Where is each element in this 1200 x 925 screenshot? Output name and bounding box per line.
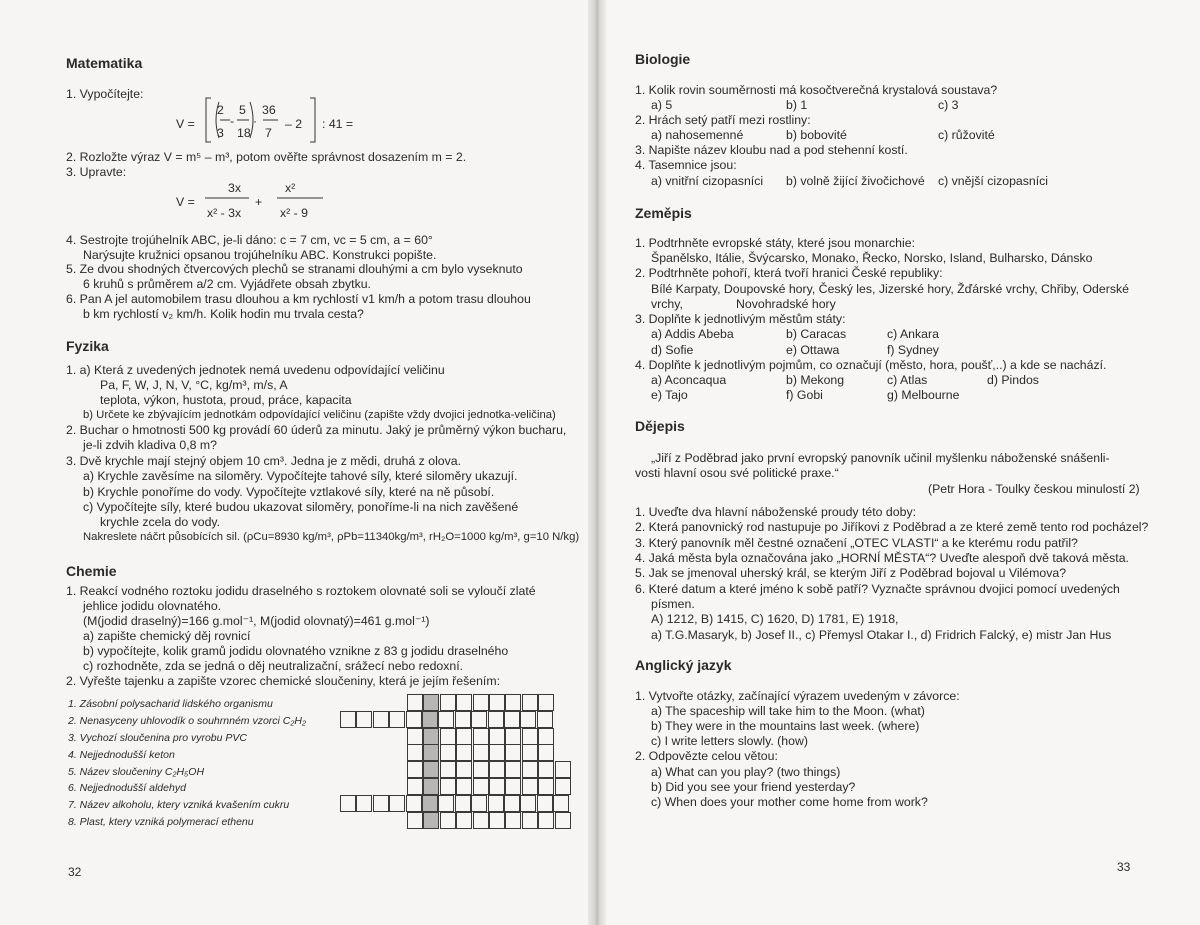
- crossword-cell[interactable]: [407, 694, 423, 711]
- geography-r1b: b) Caracas: [786, 327, 847, 341]
- math-q3-prefix: V =: [176, 195, 195, 209]
- math-q3-f2-den: x² - 9: [280, 206, 309, 220]
- geography-r4b: f) Gobi: [786, 388, 823, 402]
- biology-q3: 3. Napište název kloubu nad a pod stehenní kostí.: [635, 143, 908, 157]
- book-spine: [588, 0, 606, 925]
- geography-l1: 1. Podtrhněte evropské státy, které jsou monarchie:: [635, 236, 916, 250]
- crossword-cell[interactable]: [423, 812, 439, 829]
- crossword-cell[interactable]: [553, 795, 569, 812]
- crossword-cell[interactable]: [473, 728, 489, 745]
- math-q1-f3-num: 36: [262, 103, 276, 117]
- crossword-cell[interactable]: [455, 795, 471, 812]
- crossword-cell[interactable]: [456, 728, 472, 745]
- page-number-left: 32: [68, 865, 82, 879]
- crossword-cell[interactable]: [473, 744, 489, 761]
- crossword-cell[interactable]: [555, 778, 571, 795]
- chemistry-l7: 2. Vyřešte tajenku a zapište vzorec chemické sloučeniny, která je jejím řešením:: [66, 674, 500, 688]
- chemistry-l3: (M(jodid draselný)=166 g.mol⁻¹, M(jodid olovnatý)=461 g.mol⁻¹): [83, 614, 430, 628]
- chemistry-l1: 1. Reakcí vodného roztoku jodidu draselného s roztokem olovnaté soli se vyloučí zlaté: [66, 584, 536, 598]
- physics-l10: c) Vypočítejte síly, které budou ukazovat siloměry, ponoříme-li na nich zavěšené: [83, 500, 519, 514]
- crossword-cell[interactable]: [522, 728, 538, 745]
- geography-l2: Španělsko, Itálie, Švýcarsko, Monako, Řecko, Norsko, Island, Bulharsko, Dánsko: [651, 251, 1093, 265]
- crossword-cell[interactable]: [522, 744, 538, 761]
- history-q4: 4. Jaká města byla označována jako „HORNÍ MĚSTA“? Uveďte alespoň dvě taková města.: [635, 551, 1129, 565]
- crossword-cell[interactable]: [522, 761, 538, 778]
- english-l5: 2. Odpovězte celou větou:: [635, 749, 778, 763]
- crossword-cell[interactable]: [505, 744, 521, 761]
- physics-l2: Pa, F, W, J, N, V, °C, kg/m³, m/s, A: [100, 378, 288, 392]
- geography-r4c: g) Melbourne: [887, 388, 960, 402]
- biology-q4b: b) volně žijící živočichové: [786, 174, 925, 188]
- crossword-cell[interactable]: [538, 778, 554, 795]
- crossword-cell[interactable]: [456, 694, 472, 711]
- crossword-cell[interactable]: [537, 711, 553, 728]
- geography-l7: 4. Doplňte k jednotlivým pojmům, co označují (město, hora, poušť,..) a kde se nachází.: [635, 358, 1107, 372]
- crossword-cell[interactable]: [406, 795, 422, 812]
- crossword-cell[interactable]: [489, 694, 505, 711]
- biology-q1: 1. Kolik rovin souměrnosti má kosočtverečná krystalová soustava?: [635, 83, 998, 97]
- biology-q4: 4. Tasemnice jsou:: [635, 158, 737, 172]
- chemistry-l2: jehlice jodidu olovnatého.: [83, 599, 222, 613]
- english-l2: a) The spaceship will take him to the Moon. (what): [651, 704, 925, 718]
- crossword-cell[interactable]: [473, 812, 489, 829]
- crossword-cell[interactable]: [537, 795, 553, 812]
- crossword-cell[interactable]: [456, 761, 472, 778]
- crossword-cell[interactable]: [389, 795, 405, 812]
- crossword-cell[interactable]: [505, 728, 521, 745]
- chemistry-l6: c) rozhodněte, zda se jedná o děj neutralizační, srážecí nebo redoxní.: [83, 659, 464, 673]
- geography-l4: Bílé Karpaty, Doupovské hory, Český les, Jizerské hory, Žďárské vrchy, Chřiby, Oderské: [651, 282, 1129, 296]
- crossword-cell[interactable]: [505, 778, 521, 795]
- crossword-cell[interactable]: [522, 778, 538, 795]
- crossword-cell[interactable]: [423, 728, 439, 745]
- crossword-cell[interactable]: [504, 795, 520, 812]
- math-q3-label: 3. Upravte:: [66, 165, 127, 179]
- crossword-cell[interactable]: [356, 795, 372, 812]
- crossword-cell[interactable]: [440, 744, 456, 761]
- crossword-cell[interactable]: [438, 795, 454, 812]
- crossword-cell[interactable]: [389, 711, 405, 728]
- crossword-cell[interactable]: [407, 744, 423, 761]
- biology-q2b: b) bobovité: [786, 128, 847, 142]
- geography-r2a: d) Sofie: [651, 343, 694, 357]
- geography-r1a: a) Addis Abeba: [651, 327, 734, 341]
- crossword-cell[interactable]: [538, 744, 554, 761]
- math-q4-l1: 4. Sestrojte trojúhelník ABC, je-li dáno: c = 7 cm, vc = 5 cm, a = 60°: [66, 233, 433, 247]
- crossword-cell[interactable]: [471, 795, 487, 812]
- page-number-right: 33: [1117, 860, 1131, 874]
- biology-q1a: a) 5: [651, 98, 673, 112]
- english-l4: c) I write letters slowly. (how): [651, 734, 808, 748]
- chemistry-heading: Chemie: [66, 563, 117, 579]
- english-l8: c) When does your mother come home from work?: [651, 795, 928, 809]
- geography-r3a: a) Aconcaqua: [651, 373, 727, 387]
- biology-q2: 2. Hrách setý patří mezi rostliny:: [635, 113, 811, 127]
- crossword-cell[interactable]: [538, 812, 554, 829]
- history-quote-l1: „Jiří z Poděbrad jako první evropský panovník učinil myšlenku náboženské snášenli-: [651, 451, 1110, 465]
- physics-l1: 1. a) Která z uvedených jednotek nemá uvedenu odpovídající veličinu: [66, 363, 445, 377]
- english-l1: 1. Vytvořte otázky, začínající výrazem uvedeným v závorce:: [635, 689, 960, 703]
- geography-r3d: d) Pindos: [987, 373, 1039, 387]
- crossword-cell[interactable]: [520, 795, 536, 812]
- crossword-clue: 1. Zásobní polysacharid lidského organismu: [68, 698, 273, 710]
- crossword-cell[interactable]: [455, 711, 471, 728]
- geography-l5b: Novohradské hory: [736, 297, 836, 311]
- crossword-cell[interactable]: [456, 778, 472, 795]
- crossword-cell[interactable]: [555, 761, 571, 778]
- math-q1-f3-den: 7: [265, 126, 272, 140]
- physics-l12: Nakreslete náčrt působících sil. (ρCu=8930 kg/m³, ρPb=11340kg/m³, rH₂O=1000 kg/m³, g=10 N/kg): [83, 531, 580, 543]
- english-l7: b) Did you see your friend yesterday?: [651, 780, 856, 794]
- crossword-cell[interactable]: [422, 795, 438, 812]
- physics-l11: krychle zcela do vody.: [100, 515, 221, 529]
- crossword-cell[interactable]: [538, 728, 554, 745]
- crossword-cell[interactable]: [456, 812, 472, 829]
- geography-r4a: e) Tajo: [651, 388, 688, 402]
- crossword-cell[interactable]: [489, 812, 505, 829]
- crossword-cell[interactable]: [489, 778, 505, 795]
- math-q1-f1-num: 2: [217, 103, 224, 117]
- crossword-cell[interactable]: [422, 711, 438, 728]
- crossword-cell[interactable]: [473, 778, 489, 795]
- math-heading: Matematika: [66, 55, 143, 71]
- crossword-cell[interactable]: [423, 744, 439, 761]
- crossword-cell[interactable]: [505, 694, 521, 711]
- physics-l5: 2. Buchar o hmotnosti 500 kg provádí 60 úderů za minutu. Jaký je průměrný výkon bucharu,: [66, 423, 567, 437]
- math-q5-l2: 6 kruhů s průměrem a/2 cm. Vyjádřete obsah zbytku.: [83, 277, 371, 291]
- crossword-cell[interactable]: [471, 711, 487, 728]
- chemistry-l4: a) zapište chemický děj rovnicí: [83, 629, 251, 643]
- physics-l3: teplota, výkon, hustota, proud, práce, kapacita: [100, 393, 352, 407]
- crossword-cell[interactable]: [538, 694, 554, 711]
- history-q2: 2. Která panovnický rod nastupuje po Jiříkovi z Poděbrad a ze které země tento rod pocházel?: [635, 520, 1149, 534]
- crossword-cell[interactable]: [456, 744, 472, 761]
- geography-l6: 3. Doplňte k jednotlivým městům státy:: [635, 312, 846, 326]
- math-q1-minus: -: [230, 114, 235, 128]
- biology-heading: Biologie: [635, 51, 691, 67]
- math-q1-formula-prefix: V =: [176, 117, 195, 131]
- biology-q1b: b) 1: [786, 98, 808, 112]
- crossword-cell[interactable]: [440, 812, 456, 829]
- history-q3: 3. Který panovník měl čestné označení „OTEC VLASTI“ a ke kterému rodu patřil?: [635, 536, 1078, 550]
- math-q1-f1-den: 3: [217, 126, 224, 140]
- math-q1-f2-num: 5: [239, 103, 246, 117]
- geography-r3c: c) Atlas: [887, 373, 928, 387]
- crossword-clue: 6. Nejjednodušší aldehyd: [68, 782, 186, 794]
- math-q2: 2. Rozložte výraz V = m⁵ – m³, potom ověřte správnost dosazením m = 2.: [66, 150, 467, 164]
- geography-r3b: b) Mekong: [786, 373, 845, 387]
- math-q6-l2: b km rychlostí v₂ km/h. Kolik hodin mu trvala cesta?: [83, 307, 364, 321]
- geography-r1c: c) Ankara: [887, 327, 939, 341]
- geography-heading: Zeměpis: [635, 205, 692, 221]
- math-q1-tail: – 2: [285, 117, 303, 131]
- crossword-cell[interactable]: [440, 728, 456, 745]
- crossword-clue: 2. Nenasyceny uhlovodík o souhrnném vzorci C₂H₂: [68, 715, 306, 727]
- crossword-cell[interactable]: [520, 711, 536, 728]
- english-heading: Anglický jazyk: [635, 657, 732, 673]
- geography-r2c: f) Sydney: [887, 343, 939, 357]
- history-quote-l2: vosti hlavní osou své politické praxe.“: [635, 466, 839, 480]
- history-heading: Dějepis: [635, 418, 685, 434]
- english-l3: b) They were in the mountains last week. (where): [651, 719, 920, 733]
- physics-l4: b) Určete ke zbývajícím jednotkám odpovídající veličinu (zapište vždy dvojici jednotka-veličina): [83, 409, 556, 421]
- crossword-cell[interactable]: [522, 812, 538, 829]
- crossword-cell[interactable]: [407, 812, 423, 829]
- history-q5: 5. Jak se jmenoval uherský král, se kterým Jiří z Poděbrad bojoval u Vilémova?: [635, 566, 1067, 580]
- crossword-cell[interactable]: [489, 761, 505, 778]
- math-q1-label: 1. Vypočítejte:: [66, 87, 144, 101]
- math-q3-fraction-bars: [205, 197, 345, 201]
- biology-q2c: c) růžovité: [938, 128, 995, 142]
- crossword-cell[interactable]: [423, 778, 439, 795]
- biology-q2a: a) nahosemenné: [651, 128, 744, 142]
- crossword-cell[interactable]: [407, 728, 423, 745]
- physics-l8: a) Krychle zavěsíme na siloměry. Vypočítejte tahové síly, které siloměry ukazují.: [83, 469, 518, 483]
- physics-l9: b) Krychle ponoříme do vody. Vypočítejte vztlakové síly, které na ně působí.: [83, 485, 495, 499]
- math-q3-f1-num: 3x: [228, 181, 241, 195]
- geography-r2b: e) Ottawa: [786, 343, 840, 357]
- crossword-cell[interactable]: [489, 744, 505, 761]
- crossword-cell[interactable]: [423, 761, 439, 778]
- history-q6-l4: a) T.G.Masaryk, b) Josef II., c) Přemysl Otakar I., d) Fridrich Falcký, e) mistr Jan Hus: [651, 628, 1112, 642]
- crossword-cell[interactable]: [423, 694, 439, 711]
- crossword-cell[interactable]: [340, 795, 356, 812]
- physics-heading: Fyzika: [66, 338, 109, 354]
- history-q6-l1: 6. Které datum a které jméno k sobě patří? Vyznačte správnou dvojici pomocí uvedených: [635, 582, 1120, 596]
- crossword-cell[interactable]: [555, 812, 571, 829]
- crossword-clue: 5. Název sloučeniny C₂H₅OH: [68, 766, 205, 778]
- history-q6-l2: písmen.: [651, 597, 695, 611]
- math-q1-f2-den: 18: [237, 126, 251, 140]
- crossword-cell[interactable]: [438, 711, 454, 728]
- crossword-cell[interactable]: [340, 711, 356, 728]
- english-l6: a) What can you play? (two things): [651, 765, 841, 779]
- math-q6-l1: 6. Pan A jel automobilem trasu dlouhou a km rychlostí v1 km/h a potom trasu dlouhou: [66, 292, 531, 306]
- crossword-cell[interactable]: [538, 761, 554, 778]
- crossword-clue: 4. Nejjednodušší keton: [68, 749, 175, 761]
- math-q3-f1-den: x² - 3x: [207, 206, 242, 220]
- math-q5-l1: 5. Ze dvou shodných čtvercových plechů se stranami dlouhými a cm bylo vyseknuto: [66, 262, 523, 276]
- crossword-cell[interactable]: [473, 761, 489, 778]
- crossword-clue: 3. Vychozí sloučenina pro vyrobu PVC: [68, 732, 247, 744]
- chemistry-l5: b) vypočítejte, kolik gramů jodidu olovnatého vznikne z 83 g jodidu draselného: [83, 644, 509, 658]
- physics-l6: je-li zdvih kladiva 0,8 m?: [83, 438, 217, 452]
- crossword-cell[interactable]: [488, 795, 504, 812]
- history-source: (Petr Hora - Toulky českou minulostí 2): [928, 482, 1140, 496]
- math-q3-plus: +: [255, 195, 263, 209]
- geography-l3: 2. Podtrhněte pohoří, která tvoří hranici České republiky:: [635, 266, 943, 280]
- crossword-cell[interactable]: [373, 795, 389, 812]
- geography-l5a: vrchy,: [651, 297, 683, 311]
- crossword-clue: 7. Název alkoholu, ktery vzniká kvašením cukru: [68, 799, 290, 811]
- crossword-cell[interactable]: [440, 778, 456, 795]
- biology-q4a: a) vnitřní cizopasníci: [651, 174, 764, 188]
- history-q6-l3: A) 1212, B) 1415, C) 1620, D) 1781, E) 1918,: [651, 612, 899, 626]
- crossword-cell[interactable]: [406, 711, 422, 728]
- crossword-cell[interactable]: [407, 778, 423, 795]
- crossword-cell[interactable]: [440, 761, 456, 778]
- biology-q4c: c) vnější cizopasníci: [938, 174, 1049, 188]
- crossword-cell[interactable]: [373, 711, 389, 728]
- crossword-cell[interactable]: [488, 711, 504, 728]
- crossword-cell[interactable]: [473, 694, 489, 711]
- crossword-clue: 8. Plast, ktery vzniká polymerací ethenu: [68, 816, 254, 828]
- crossword-cell[interactable]: [522, 694, 538, 711]
- math-q1-dot: ·: [253, 114, 258, 128]
- crossword-cell[interactable]: [504, 711, 520, 728]
- math-q4-l2: Narýsujte kružnici opsanou trojúhelníku ABC. Konstrukci popište.: [83, 248, 437, 262]
- history-q1: 1. Uveďte dva hlavní náboženské proudy této doby:: [635, 505, 917, 519]
- math-q1-end: : 41 =: [322, 117, 354, 131]
- crossword-cell[interactable]: [489, 728, 505, 745]
- crossword-cell[interactable]: [505, 812, 521, 829]
- math-q3-f2-num: x²: [285, 181, 296, 195]
- crossword-cell[interactable]: [356, 711, 372, 728]
- biology-q1c: c) 3: [938, 98, 959, 112]
- physics-l7: 3. Dvě krychle mají stejný objem 10 cm³. Jedna je z mědi, druhá z olova.: [66, 454, 462, 468]
- crossword-cell[interactable]: [407, 761, 423, 778]
- crossword-cell[interactable]: [440, 694, 456, 711]
- crossword-cell[interactable]: [505, 761, 521, 778]
